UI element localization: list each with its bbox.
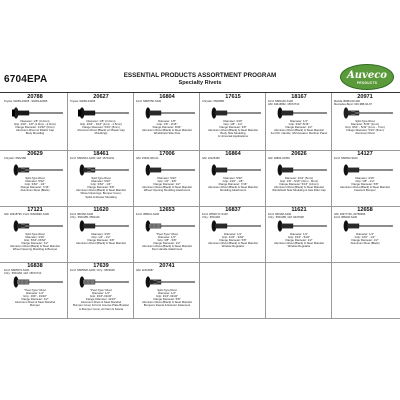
rivet-illustration [206,220,262,232]
grid-divider [0,206,400,207]
specification-text: "Peel-Type" Rivet Diameter: 1/4" Grip: 3/16"-19/32" Flange Diameter: 11/16" Aluminum Rivet & Steel Mandrel Bumper Cover & Front License Plate Bracket to Bumper Cover, Air Dam & Fascia [73,288,129,311]
part-number: 20788 [27,94,43,100]
oem-reference: Ford: N802513-S100; GM: 15731011 [70,157,115,160]
specification-text: Diameter: 1/4" Grip: 1/16" - 5/32" Flange Diameter: 1/2" Aluminum Rivet (Black) & Steel Mandrel Window Regulator [274,232,324,249]
product-cell [2,263,68,313]
part-number: 17121 [27,207,43,213]
specification-text: Split-Type Rivet Diameter: 1/4" Grip: 3/16"-19/32" Flange Diameter: 5/8" Aluminum Rivet (Black) & Steel Mandrel Bumpers Fascia & Exterior Fasteners [142,288,192,308]
part-number: 18461 [93,151,109,157]
grid-divider [0,262,400,263]
rivet-illustration [272,164,328,176]
specification-text: "Peel-Type" Rivet Diameter: 1/4" Grip: .039" - 19/32" Flange Diameter: 1/2" Aluminum Rivet & Steel Mandrel Bumper [14,288,56,308]
product-cell [68,207,134,257]
product-cell [200,151,266,201]
product-cell [134,207,200,257]
oem-reference: GM: 20618790; Ford: W600090-S100 [4,213,49,216]
part-number: 17615 [225,94,241,100]
specification-text: Split-Type Rivet Diameter: 5/32" (4mm) Grip: 3/64" - 5/32" (1mm - 7mm) Flange Diameter: 5/16" (8mm) Aluminum Rivet [345,119,385,136]
product-cell [266,94,332,144]
specification-text: Split-Type Rivet Diameter: 5/32" Grip: 3/64" - 1/4" Flange Diameter: 5/8" Aluminum Rivet (Black) & Steel Mandrel Wheel Openings, Bumper Cover, Splits & Rocker Moulding [76,176,126,199]
product-cell [332,151,398,201]
product-cell [2,94,68,144]
specification-text: Diameter: 3/16" Grip: 1/8" - 1/4" Flange Diameter: 3/8" Aluminum Rivet (Black) & Steel Mandrel Body Side Moulding & Universal Applications [208,119,258,139]
oem-reference: Ford: 383160-S100 Chry.: 6501185, GM: 9437628 [268,213,304,219]
rivet-illustration [272,220,328,232]
part-number: 20741 [159,263,175,269]
rivet-illustration [338,220,394,232]
rivet-illustration [206,164,262,176]
part-number: 16838 [27,263,43,269]
specification-text: Diameter: 5/32" Grip: 1/16" - 1/8" Flange Diameter: 7/16" Aluminum Rivet (Black) & Steel Mandrel Moulding Attachment [208,176,258,193]
part-number: 20626 [291,151,307,157]
rivet-illustration [8,107,64,119]
oem-reference: GM: 10125456 [202,157,220,160]
specification-text: Diameter: 1/8" (3.2mm) Grip .3/64" - 3/16" (1mm - 4.5mm) Flange Diameter: 5/16" (8mm) Aluminum Rivet (Black) w/ Plastic Cap Mouldings [77,119,125,136]
rivet-illustration [140,220,196,232]
oem-reference: Ford: N80694-S100 [334,157,358,160]
specification-text: Split-Type Rivet Diameter: 5/32" Grip: 3/64" - 1/4" Flange Diameter: 7/16" Aluminum Rivet (Black) [20,176,50,193]
rivet-illustration [74,164,130,176]
oem-reference: Chrysler: 6502886 [202,100,224,103]
oem-reference: GM: 20377726, 20758396 Ford: 388230-S100 [334,213,366,219]
program-title: ESSENTIAL PRODUCTS ASSORTMENT PROGRAM [123,72,277,79]
specification-text: Diameter: 1/4" Grip: 1/16" - 1/4" Flange Diameter: 1/2" Aluminum Rivet (Black) [350,232,380,246]
oem-reference: Ford: 388041-S100 [136,213,160,216]
product-cell [68,263,134,313]
rivet-illustration [338,107,394,119]
part-number: 18167 [291,94,307,100]
product-cell [332,207,398,257]
oem-reference: Ford: 383160-S100 Chry.: 6501185, 6501116 [70,213,100,219]
specification-text: Diameter: 3/16" (5mm) Grip: 1/8" - 5/16" (3mm - 8mm) Flange Diameter: 5/16" (14mm) Aluminum Rivet (Black) & Steel Mandrel Windshield Side Moulding & Gas Filler Cap [272,176,326,193]
part-number: 17006 [159,151,175,157]
oem-reference: GM: 92894-01059 [268,157,290,160]
grid-divider [0,150,400,151]
product-cell [68,94,134,144]
part-number: 20971 [357,94,373,100]
grid-divider [0,318,400,319]
rivet-illustration [74,220,130,232]
logo-text: Auveco [347,70,387,81]
part-number: 20629 [27,151,43,157]
rivet-illustration [338,164,394,176]
product-cell [200,94,266,144]
part-code: 6704EPA [4,74,48,85]
product-cell [134,94,200,144]
part-number: 16837 [225,207,241,213]
oem-reference: Ford: N805756-S100 [136,100,162,103]
specification-text: Diameter: 3/16" Grip: 1/4" - 1/2" Flange Diameter: 3/8" Aluminum Rivet (Black) & Steel Mandrel [76,232,126,246]
oem-reference: GM: 11516687 [136,269,154,272]
brand-logo [340,64,394,90]
rivet-illustration [140,276,196,288]
oem-reference: Toyota: 90269-04005 ; 90269-40005 [4,100,48,103]
part-number: 12653 [159,207,175,213]
rivet-illustration [74,107,130,119]
logo-subtext: PRODUCTS [356,81,378,85]
oem-reference: Ford: N805574-S100 Chry.: 6501184, GM: 15672710 [4,269,42,275]
specification-text: "Peel-Type" Rivet Diameter: 1/4" Grip: 3/8" - 5/8" Flange Diameter: 1/2" Aluminum Rivet (Black) & Steel Mandrel Door Handle Attachment [142,232,192,252]
product-cell [332,94,398,144]
product-cell [134,151,200,201]
oem-reference: Toyota: 90269-04005 [70,100,96,103]
part-number: 16804 [159,94,175,100]
part-number: 17639 [93,263,109,269]
specification-text: Diameter: 1/8" Grip: 1/8" - 3/16" Flange Diameter: 9/32" Aluminum Rivet (Black) & Steel Mandrel Windshield Side Post [142,119,192,136]
specification-text: Diameter: 3/16" Grip: 1/8" - 1/4" Flange Diameter: 5/8" Aluminum Rivet (Black) & Steel Mandrel Fascia & Bumper [340,176,390,193]
oem-reference: Mazda: B8M4-50-300 Mercedes-Benz: 000-988-94-97 [334,100,372,106]
specification-text: Diameter: 1/4" Grip: 3/32"-5/16" Flange Diameter: 1/2" Aluminum Rivet (Black) & Steel Mandrel Ford Dr. Handle, GM Actuator, Recliner Panel [270,119,328,136]
header-rule [0,92,400,93]
rivet-illustration [8,164,64,176]
oem-reference: Ford: N801100-S100 GM: 94416862, 15672710 [268,100,300,106]
rivet-illustration [140,164,196,176]
product-cell [68,151,134,201]
product-cell [2,151,68,201]
part-number: 11621 [291,207,307,213]
rivet-illustration [8,220,64,232]
product-cell [134,263,200,313]
specification-text: Diameter: 5/32" Grip: 1/4" - 3/8" Flange Diameter: 1/2" Aluminum Rivet (Black) & Steel Mandrel Wheel Opening Moulding Attachment [142,176,192,193]
rivet-illustration [206,107,262,119]
program-subtitle: Specialty Rivets [178,80,222,86]
part-number: 16864 [225,151,241,157]
product-cell [2,207,68,257]
part-number: 20627 [93,94,109,100]
oem-reference: Ford: N805525-S100; Chry.: 6503625 [70,269,115,272]
rivet-illustration [74,276,130,288]
rivet-illustration [8,276,64,288]
specification-text: Diameter: 1/8" (3.2mm) Grip .040" - 1/8" (1.0mm - 3.0mm) Flange Diameter: 13/32" (6mm) Aluminum Rivet w/ Plastic Cap Body Moulding [13,119,57,136]
rivet-illustration [272,107,328,119]
oem-reference: Chrysler: 6502186 [4,157,26,160]
oem-reference: Ford: W500717-S100 Chry.: 6501184 [202,213,228,219]
product-cell [266,207,332,257]
product-cell [266,151,332,201]
part-number: 11620 [93,207,109,213]
product-cell [200,207,266,257]
part-number: 14127 [357,151,373,157]
part-number: 12658 [357,207,373,213]
oem-reference: GM: 15630-000-01 [136,157,159,160]
specification-text: Split-Type Rivet Diameter: 3/16" Grip: 5/64"-15/64" Flange Diameter: 1/2" Aluminum Rivet (Black) & Steel Mandrel Wheel Opening Moulding & Bumper [10,232,60,252]
rivet-illustration [140,107,196,119]
specification-text: Diameter: 1/4" Grip: 1/32" - 3/64" Flange Diameter: 5/8" Aluminum Rivet (Black) & Steel Mandrel Window Regulator [208,232,258,249]
